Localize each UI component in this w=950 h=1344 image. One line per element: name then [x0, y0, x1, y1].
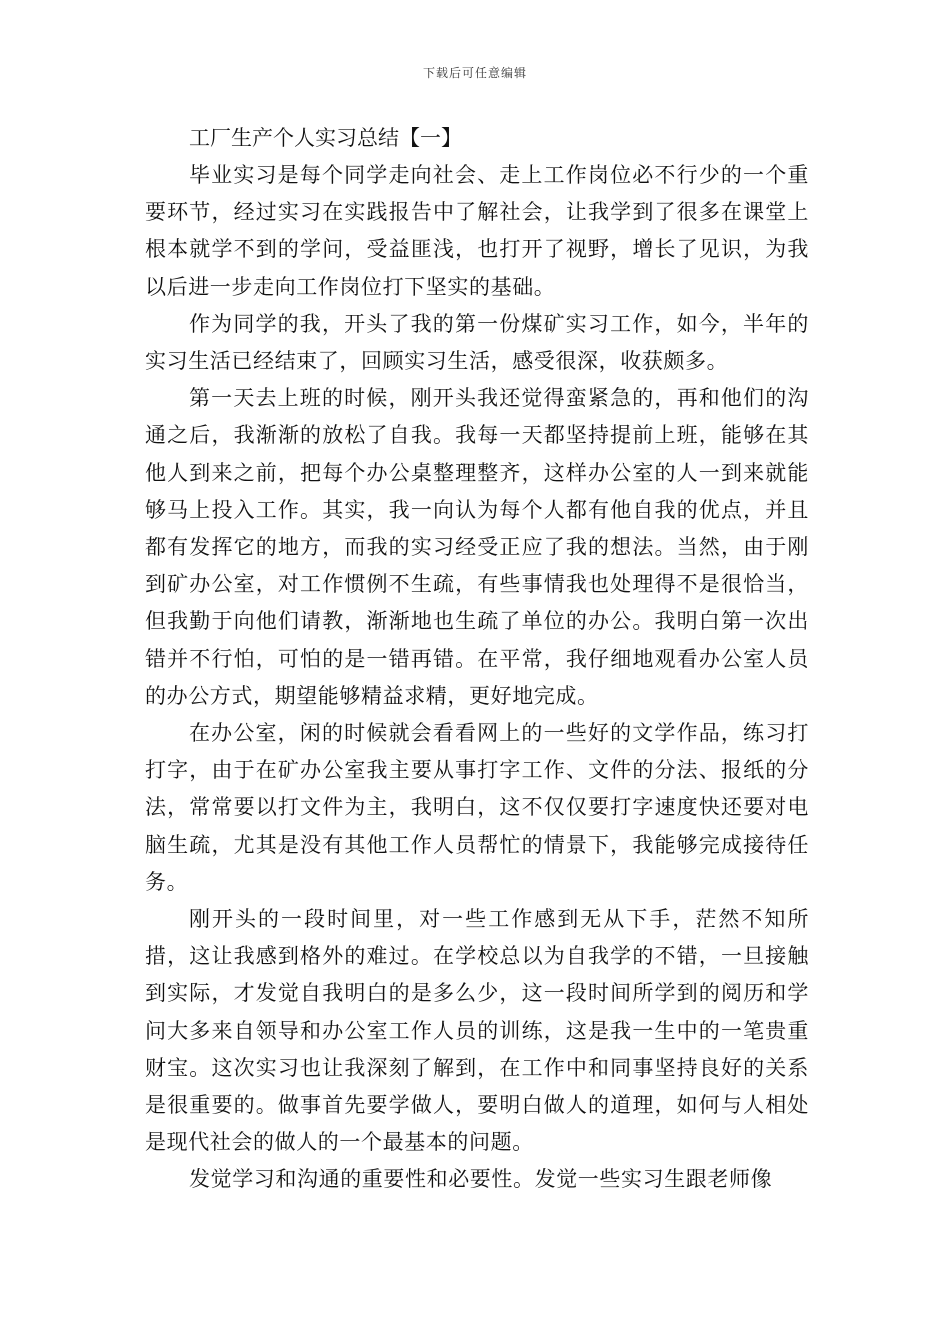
paragraph-1: 毕业实习是每个同学走向社会、走上工作岗位必不行少的一个重要环节，经过实习在实践报告中了解社会，让我学到了很多在课堂上根本就学不到的学问，受益匪浅，也打开了视野，增长了见识，为我以后进一步走向工作岗位打下坚实的基础。 — [145, 163, 809, 299]
paragraph-5: 刚开头的一段时间里，对一些工作感到无从下手，茫然不知所措，这让我感到格外的难过。在学校总以为自我学的不错，一旦接触到实际，才发觉自我明白的是多么少，这一段时间所学到的阅历和学问大多来自领导和办公室工作人员的训练，这是我一生中的一笔贵重财宝。这次实习也让我深刻了解到，在工作中和同事坚持良好的关系是很重要的。做事首先要学做人，要明白做人的道理，如何与人相处是现代社会的做人的一个最基本的问题。 — [145, 907, 809, 1155]
paragraph-4: 在办公室，闲的时候就会看看网上的一些好的文学作品，练习打打字，由于在矿办公室我主要从事打字工作、文件的分法、报纸的分法，常常要以打文件为主，我明白，这不仅仅要打字速度快还要对电脑生疏，尤其是没有其他工作人员帮忙的情景下，我能够完成接待任务。 — [145, 721, 809, 894]
paragraph-6: 发觉学习和沟通的重要性和必要性。发觉一些实习生跟老师像 — [189, 1167, 773, 1192]
paragraph-2: 作为同学的我，开头了我的第一份煤矿实习工作，如今，半年的实习生活已经结束了，回顾实习生活，感受很深，收获颇多。 — [145, 311, 809, 374]
document-title: 工厂生产个人实习总结【一】 — [189, 126, 462, 150]
paragraph-3: 第一天去上班的时候，刚开头我还觉得蛮紧急的，再和他们的沟通之后，我渐渐的放松了自我。我每一天都坚持提前上班，能够在其他人到来之前，把每个办公桌整理整齐，这样办公室的人一到来就能够马上投入工作。其实，我一向认为每个人都有他自我的优点，并且都有发挥它的地方，而我的实习经受正应了我的想法。当然，由于刚到矿办公室，对工作惯例不生疏，有些事情我也处理得不是很恰当，但我勤于向他们请教，渐渐地也生疏了单位的办公。我明白第一次出错并不行怕，可怕的是一错再错。在平常，我仔细地观看办公室人员的办公方式，期望能够精益求精，更好地完成。 — [145, 386, 809, 708]
header-note: 下载后可任意编辑 — [422, 66, 527, 80]
document-body — [145, 120, 809, 1199]
